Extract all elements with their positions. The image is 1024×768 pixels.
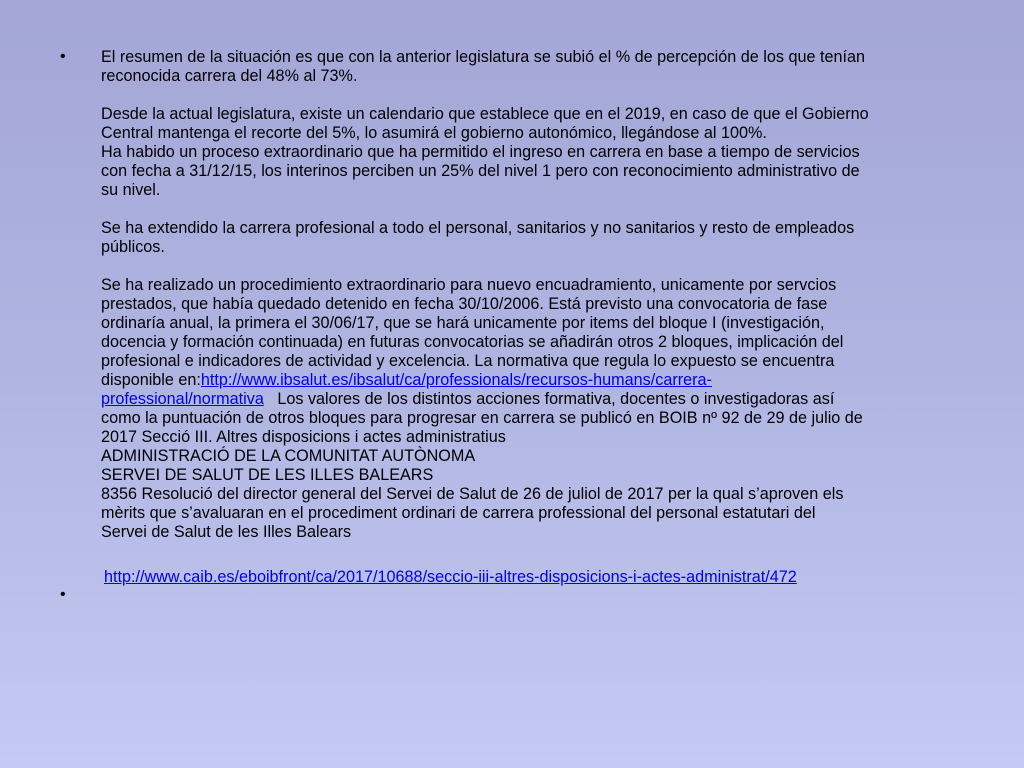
text-line: docencia y formación continuada) en futuras convocatorias se añadirán otros 2 bloques, implicación del xyxy=(101,333,844,351)
text-after-link: Los valores de los distintos acciones formativa, docentes o investigadoras así xyxy=(263,390,835,408)
bullet-point-empty: • xyxy=(60,586,66,603)
text-line-with-link xyxy=(101,390,981,409)
blank-line xyxy=(101,200,981,219)
text-line-with-link xyxy=(101,371,981,390)
bullet-point: • xyxy=(60,48,66,65)
text-line: públicos. xyxy=(101,238,165,256)
blank-line xyxy=(101,257,981,276)
caib-boib-link[interactable]: http://www.caib.es/eboibfront/ca/2017/10688/seccio-iii-altres-disposicions-i-actes-administrat/472 xyxy=(104,568,797,586)
text-line: SERVEI DE SALUT DE LES ILLES BALEARS xyxy=(101,466,434,484)
ibsalut-link-part-1[interactable]: http://www.ibsalut.es/ibsalut/ca/professionals/recursos-humans/carrera- xyxy=(200,371,712,389)
text-line: reconocida carrera del 48% al 73%. xyxy=(101,67,358,85)
text-line: Desde la actual legislatura, existe un calendario que establece que en el 2019, en caso de que el Gobierno xyxy=(101,105,869,123)
blank-line xyxy=(101,86,981,105)
link-prefix: disponible en: xyxy=(101,371,201,389)
text-line: Central mantenga el recorte del 5%, lo asumirá el gobierno autonómico, llegándose al 100%. xyxy=(101,124,767,142)
text-line: El resumen de la situación es que con la anterior legislatura se subió el % de percepción de los que tenían xyxy=(101,48,865,66)
text-line: Servei de Salut de les Illes Balears xyxy=(101,523,352,541)
text-line: ADMINISTRACIÓ DE LA COMUNITAT AUTÒNOMA xyxy=(101,447,476,465)
ibsalut-link-part-2[interactable]: professional/normativa xyxy=(101,390,264,408)
text-line: como la puntuación de otros bloques para progresar en carrera se publicó en BOIB nº 92 de 29 de julio de xyxy=(101,409,863,427)
caib-link-container xyxy=(104,568,797,587)
text-line: mèrits que s’avaluaran en el procediment ordinari de carrera professional del personal estatutari del xyxy=(101,504,816,522)
text-line: con fecha a 31/12/15, los interinos perciben un 25% del nivel 1 pero con reconocimiento administrativo de xyxy=(101,162,860,180)
text-line: 8356 Resolució del director general del Servei de Salut de 26 de juliol de 2017 per la qual s’aproven els xyxy=(101,485,844,503)
text-line: prestados, que había quedado detenido en fecha 30/10/2006. Está previsto una convocatoria de fase xyxy=(101,295,828,313)
bullet-paragraph xyxy=(101,48,981,542)
text-line: Ha habido un proceso extraordinario que ha permitido el ingreso en carrera en base a tiempo de servicios xyxy=(101,143,860,161)
text-line: su nivel. xyxy=(101,181,161,199)
text-line: ordinaría anual, la primera el 30/06/17, que se hará unicamente por items del bloque I (investigación, xyxy=(101,314,825,332)
text-line: Se ha extendido la carrera profesional a todo el personal, sanitarios y no sanitarios y resto de empleados xyxy=(101,219,855,237)
text-line: 2017 Secció III. Altres disposicions i actes administratius xyxy=(101,428,506,446)
text-line: Se ha realizado un procedimiento extraordinario para nuevo encuadramiento, unicamente por servcios xyxy=(101,276,837,294)
text-line: profesional e indicadores de actividad y excelencia. La normativa que regula lo expuesto se encuentra xyxy=(101,352,835,370)
